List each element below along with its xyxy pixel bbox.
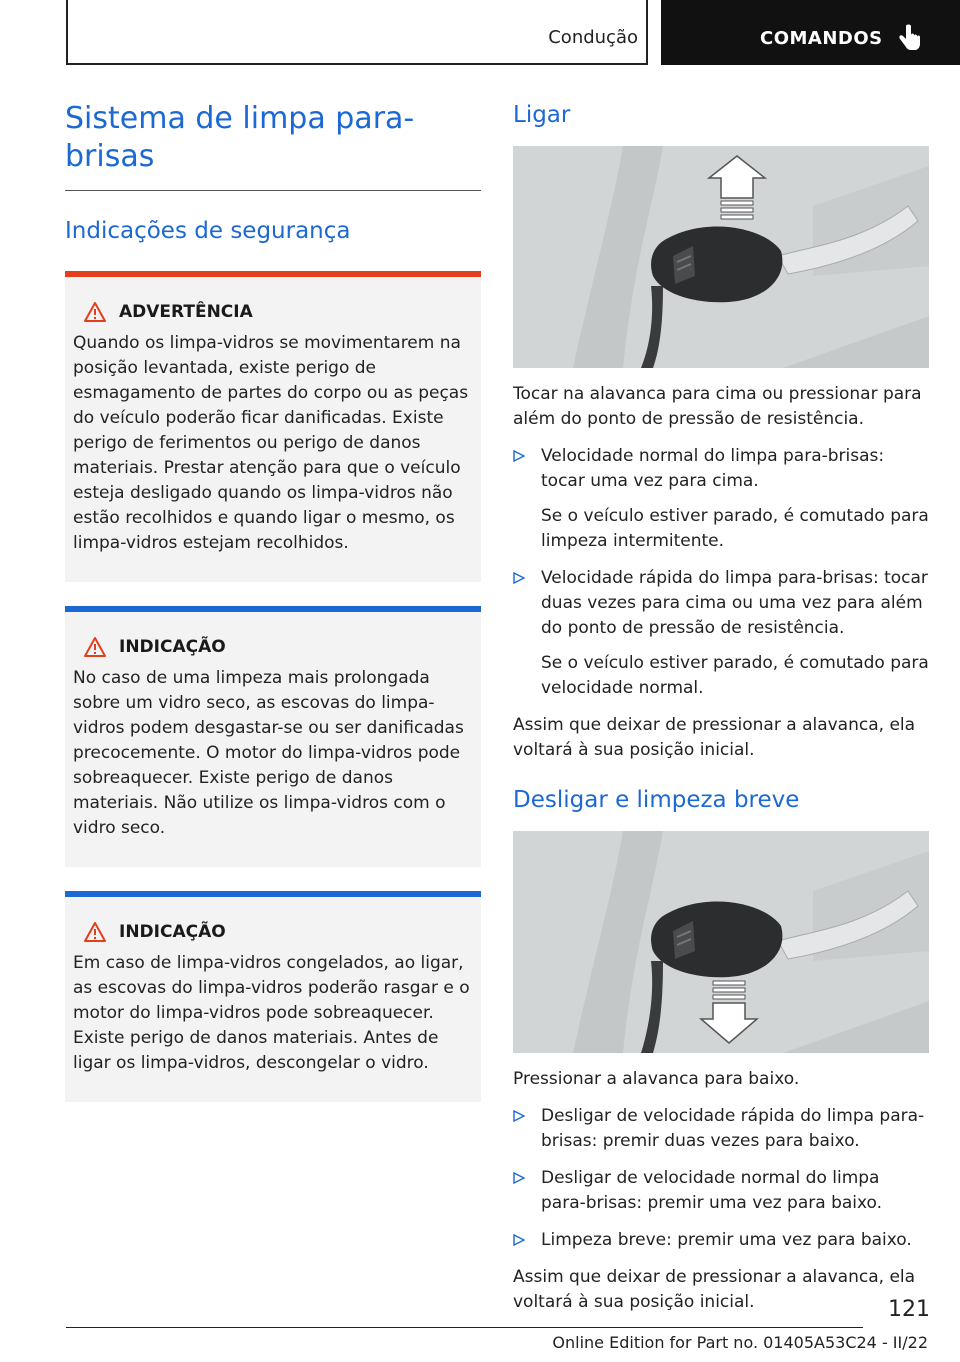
note-label-2: INDICAÇÃO <box>119 922 226 942</box>
caution-triangle-icon <box>83 636 107 658</box>
bullet-triangle-icon <box>513 572 525 584</box>
list-item <box>513 566 929 701</box>
ligar-heading: Ligar <box>513 102 571 128</box>
hand-pointer-icon <box>897 24 923 52</box>
header-rule-right <box>646 0 648 65</box>
right-column <box>513 100 929 1315</box>
safety-heading: Indicações de segurança <box>65 218 351 244</box>
warning-triangle-icon <box>83 301 107 323</box>
list-item <box>513 444 929 554</box>
list-item <box>513 1166 929 1216</box>
note-text-1: No caso de uma limpeza mais prolongada sobre um vidro seco, as escovas do limpa-vidros podem desgastar-se ou ser danificadas precocemente. O motor do limpa-vidros pode sobreaquecer. Existe perigo de danos materiais. Não utilize os limpa-vidros com o vidro seco. <box>73 668 464 838</box>
bullet-triangle-icon <box>513 1234 525 1246</box>
note-box-2-header <box>83 921 473 943</box>
warning-box-header <box>83 301 473 323</box>
bullet-triangle-icon <box>513 1110 525 1122</box>
list-item-text: Desligar de velocidade normal do limpa para-brisas: premir uma vez para baixo. <box>541 1168 883 1213</box>
left-column <box>65 100 481 1102</box>
caution-triangle-icon <box>83 921 107 943</box>
bullet-triangle-icon <box>513 450 525 462</box>
list-item-note: Se o veículo estiver parado, é comutado para limpeza intermitente. <box>541 506 929 551</box>
footer-edition: Online Edition for Part no. 01405A53C24 - II/22 <box>552 1333 928 1352</box>
wiper-lever-down-illustration <box>513 831 929 1053</box>
desligar-intro: Pressionar a alavanca para baixo. <box>513 1069 800 1089</box>
wiper-lever-up-illustration <box>513 146 929 368</box>
note-text-2: Em caso de limpa-vidros congelados, ao ligar, as escovas do limpa-vidros poderão rasgar e o motor do limpa-vidros pode sobreaquecer. Existe perigo de danos materiais. Antes de ligar os limpa-vidros, descongelar o vidro. <box>73 953 470 1073</box>
bullet-triangle-icon <box>513 1172 525 1184</box>
list-item-text: Velocidade rápida do limpa para-brisas: tocar duas vezes para cima ou uma vez para além do ponto de pressão de resistência. <box>541 568 928 638</box>
warning-label: ADVERTÊNCIA <box>119 302 253 322</box>
lever-down-drawing <box>513 831 929 1053</box>
desligar-outro: Assim que deixar de pressionar a alavanca, ela voltará à sua posição inicial. <box>513 1267 916 1312</box>
title-divider <box>65 190 481 191</box>
header-rule-left <box>66 0 68 65</box>
desligar-heading: Desligar e limpeza breve <box>513 787 800 813</box>
lever-up-drawing <box>513 146 929 368</box>
ligar-intro: Tocar na alavanca para cima ou pressionar para além do ponto de pressão de resistência. <box>513 384 922 429</box>
page-number: 121 <box>888 1297 930 1322</box>
note-box-2 <box>65 891 481 1102</box>
list-item-note: Se o veículo estiver parado, é comutado para velocidade normal. <box>541 653 929 698</box>
note-box-1-header <box>83 636 473 658</box>
ligar-list <box>513 444 929 701</box>
note-box-1 <box>65 606 481 867</box>
warning-text: Quando os limpa-vidros se movimentarem na posição levantada, existe perigo de esmagamento de partes do corpo ou as peças do veículo poderão ficar danificadas. Existe perigo de ferimentos ou perigo de danos materiais. Prestar atenção para que o veículo esteja desligado quando os limpa-vidros não estão recolhidos e quando ligar o mesmo, os limpa-vidros estejam recolhidos. <box>73 333 469 553</box>
list-item <box>513 1104 929 1154</box>
header-rule <box>66 63 646 65</box>
desligar-list <box>513 1104 929 1253</box>
note-label-1: INDICAÇÃO <box>119 637 226 657</box>
list-item-text: Velocidade normal do limpa para-brisas: tocar uma vez para cima. <box>541 446 885 491</box>
page-title: Sistema de limpa para-brisas <box>65 101 415 174</box>
header-section: Condução <box>548 27 638 48</box>
footer-rule <box>66 1327 863 1328</box>
header-chapter: COMANDOS <box>760 28 883 49</box>
ligar-outro: Assim que deixar de pressionar a alavanca, ela voltará à sua posição inicial. <box>513 715 916 760</box>
list-item <box>513 1228 929 1253</box>
warning-box <box>65 271 481 582</box>
list-item-text: Desligar de velocidade rápida do limpa para-brisas: premir duas vezes para baixo. <box>541 1106 925 1151</box>
list-item-text: Limpeza breve: premir uma vez para baixo. <box>541 1230 912 1250</box>
